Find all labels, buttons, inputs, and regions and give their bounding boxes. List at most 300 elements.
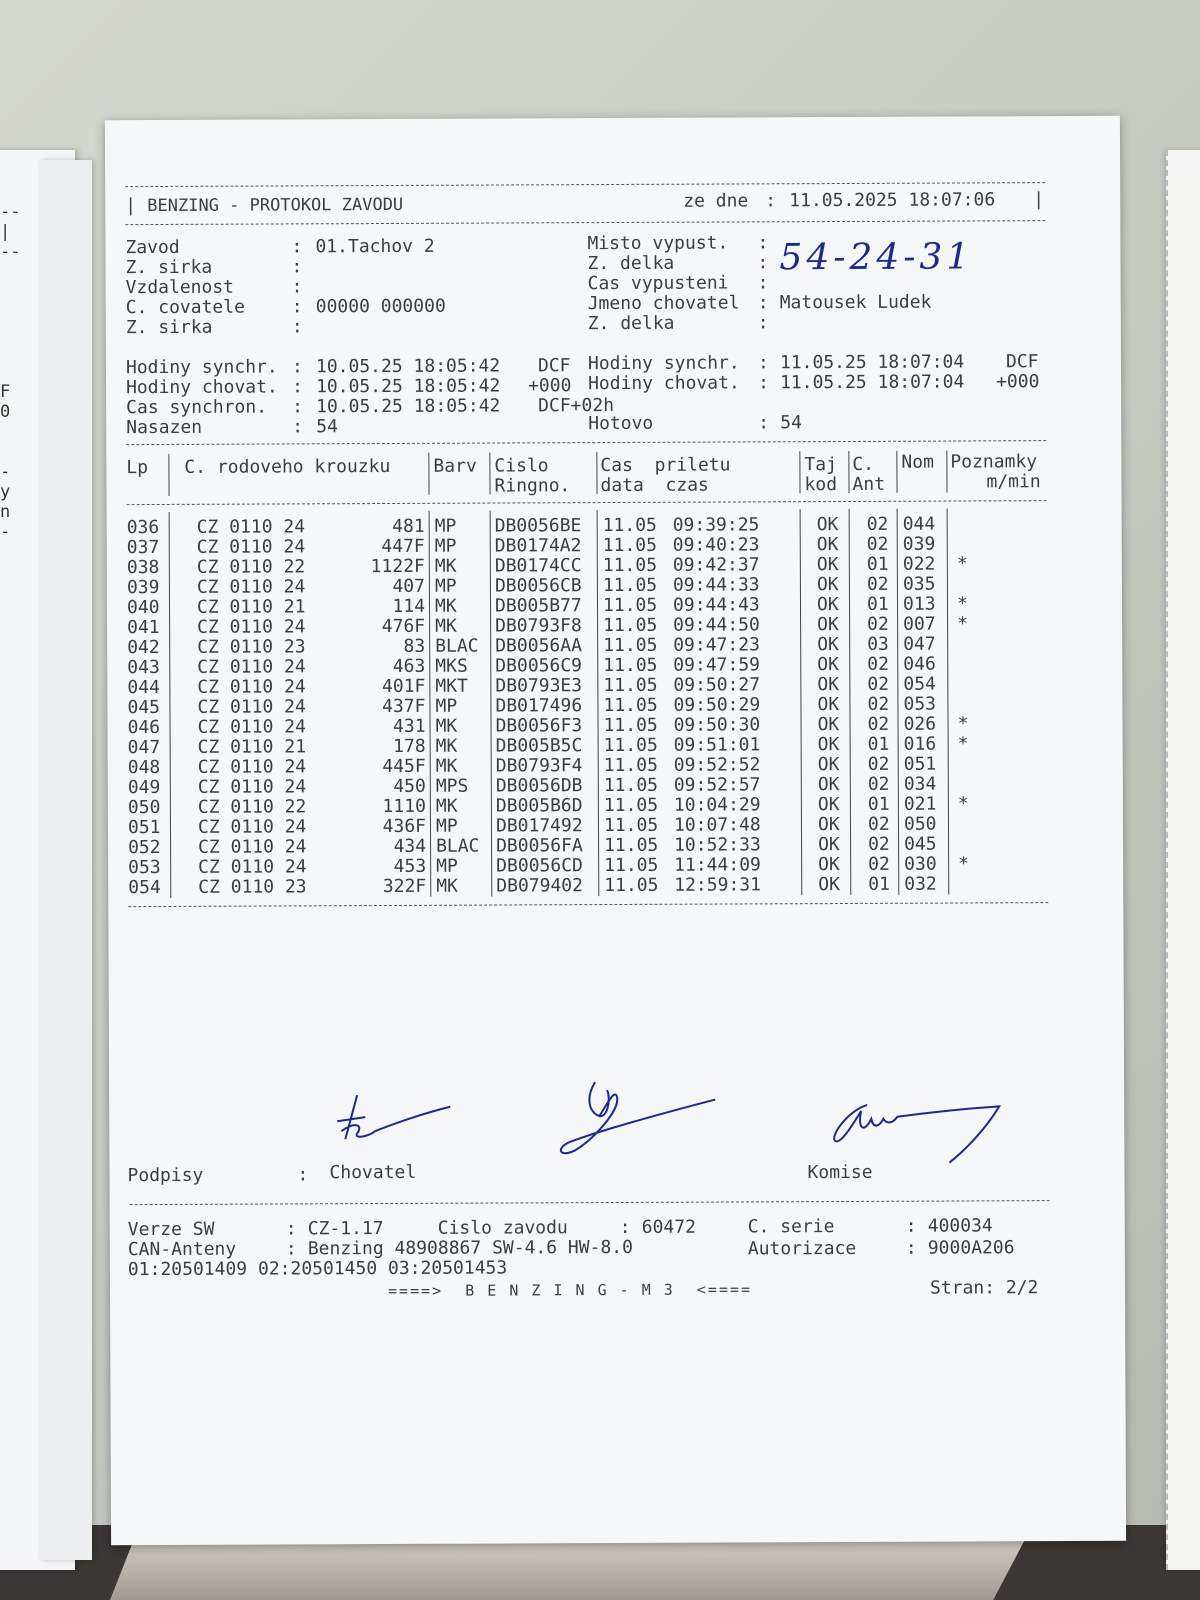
right-adjacent-sheet [1166, 150, 1200, 1570]
row-time: 09:52:52 [673, 754, 761, 776]
clock-value: 11.05.25 18:07:04 [780, 371, 965, 394]
row-number: 450 [393, 775, 426, 797]
column-rule [896, 451, 897, 493]
row-code: OK [817, 654, 840, 676]
row-nom: 039 [902, 533, 936, 555]
row-code: OK [816, 534, 839, 556]
row-ring: CZ 0110 23 [198, 876, 307, 898]
row-number: 437F [382, 695, 426, 718]
colon: : [619, 1216, 631, 1238]
row-number: 407 [392, 575, 425, 597]
row-ring: CZ 0110 21 [196, 596, 306, 618]
row-lp: 047 [127, 736, 161, 759]
row-nom: 045 [904, 833, 937, 855]
row-time: 09:44:43 [672, 594, 760, 616]
race-no-value: 60472 [641, 1216, 696, 1238]
row-nom: 007 [903, 613, 936, 635]
row-time: 09:44:50 [673, 614, 760, 636]
row-time: 10:07:48 [673, 814, 761, 836]
row-time: 10:52:33 [674, 834, 761, 856]
breeder-signature [335, 1087, 455, 1148]
row-code: OK [817, 754, 840, 776]
colon: : [757, 292, 769, 314]
col-time-2: data czas [600, 474, 709, 497]
race-value: 01.Tachov 2 [315, 235, 435, 258]
date-label: ze dne [683, 190, 749, 212]
row-lp: 036 [126, 516, 160, 539]
clock-value: 11.05.25 18:07:04 [779, 351, 965, 374]
row-antenna: 02 [867, 693, 890, 715]
row-date: 11.05 [603, 754, 658, 777]
row-lp: 052 [128, 836, 161, 859]
row-chip: DB0056BE [494, 515, 582, 537]
row-antenna: 02 [868, 853, 890, 875]
col-note: Poznamky [950, 451, 1038, 473]
row-ring: CZ 0110 24 [197, 756, 307, 778]
bar: | [125, 195, 137, 217]
row-date: 11.05 [604, 834, 659, 857]
row-chip: DB017496 [495, 695, 583, 717]
col-nom: Nom [901, 451, 934, 473]
divider [125, 182, 1045, 187]
row-color: MK [435, 735, 458, 757]
distance-label: Vzdalenost [125, 276, 235, 299]
row-chip: DB0174A2 [494, 535, 582, 557]
row-time: 09:51:01 [673, 734, 761, 756]
row-time: 09:50:27 [673, 674, 761, 696]
colon: : [291, 356, 303, 378]
protocol-date: 11.05.2025 18:07:06 [789, 189, 996, 212]
column-rule [489, 453, 490, 495]
row-time: 09:47:59 [673, 654, 761, 676]
column-rule [848, 451, 849, 493]
col-note-2: m/min [986, 471, 1041, 493]
row-lp: 037 [126, 536, 160, 559]
row-time: 09:52:57 [673, 774, 761, 796]
row-chip: DB0056F3 [495, 715, 583, 737]
row-antenna: 02 [867, 713, 890, 735]
row-color: MP [435, 815, 458, 837]
side-fragment: | [0, 222, 11, 242]
row-note: * [957, 613, 968, 635]
row-note: * [957, 733, 969, 755]
row-nom: 051 [903, 753, 937, 775]
divider [127, 500, 1047, 505]
row-antenna: 02 [866, 513, 889, 535]
row-nom: 022 [902, 553, 936, 575]
auth-value: 9000A206 [927, 1237, 1015, 1259]
row-ring: CZ 0110 24 [196, 576, 306, 598]
colon: : [291, 296, 303, 318]
row-code: OK [818, 874, 840, 896]
row-date: 11.05 [603, 814, 659, 837]
row-chip: DB005B5C [495, 735, 583, 757]
row-code: OK [817, 694, 840, 716]
clock-label: Cas synchron. [126, 396, 268, 419]
row-ring: CZ 0110 22 [196, 556, 306, 578]
side-fragment: n [0, 502, 11, 522]
row-number: 114 [392, 595, 426, 617]
row-date: 11.05 [603, 794, 659, 817]
row-lp: 053 [128, 856, 161, 879]
row-lp: 050 [127, 796, 161, 819]
row-date: 11.05 [602, 554, 658, 577]
row-number: 401F [381, 675, 426, 698]
row-time: 09:50:30 [673, 714, 761, 736]
row-color: MK [435, 755, 458, 777]
row-chip: DB079402 [496, 875, 583, 897]
clock-label: Hodiny chovat. [126, 376, 278, 399]
row-note: * [957, 793, 969, 815]
row-ring: CZ 0110 24 [197, 656, 306, 678]
divider [128, 902, 1048, 907]
antenna-ids: 01:20501409 02:20501450 03:20501453 [127, 1257, 508, 1281]
row-antenna: 02 [867, 813, 890, 835]
row-time: 09:44:33 [672, 574, 760, 596]
row-antenna: 03 [867, 633, 889, 655]
row-code: OK [817, 814, 840, 836]
row-chip: DB017492 [495, 815, 583, 837]
release-place-label: Misto vypust. [587, 232, 729, 255]
colon: : [291, 276, 303, 298]
divider [125, 220, 1045, 225]
row-color: MP [435, 695, 458, 717]
row-antenna: 02 [866, 533, 889, 555]
row-lp: 045 [127, 696, 161, 719]
row-date: 11.05 [604, 854, 659, 877]
row-number: 463 [392, 655, 426, 677]
row-code: OK [817, 674, 840, 696]
row-nom: 021 [903, 793, 937, 815]
breeder-name-value: Matousek Ludek [779, 291, 932, 314]
commission-signature-label: Komise [807, 1161, 873, 1184]
row-code: OK [816, 594, 839, 616]
signatures-label: Podpisy [127, 1164, 204, 1187]
row-code: OK [817, 614, 839, 636]
col-code-2: kod [804, 474, 838, 496]
breeder-no-label: C. covatele [125, 296, 245, 319]
side-fragment: F [0, 382, 11, 402]
antenna-value: Benzing 48908867 SW-4.6 HW-8.0 [307, 1236, 633, 1260]
row-ring: CZ 0110 23 [197, 636, 306, 658]
row-code: OK [818, 854, 840, 876]
row-date: 11.05 [603, 634, 658, 657]
clock-label: Hodiny synchr. [587, 352, 740, 375]
row-note: * [956, 553, 968, 575]
row-lp: 046 [127, 716, 161, 739]
row-ring: CZ 0110 22 [197, 796, 307, 818]
row-color: MK [436, 875, 458, 897]
colon: : [285, 1238, 297, 1260]
antenna-label: CAN-Anteny [127, 1238, 237, 1261]
row-number: 322F [382, 875, 427, 898]
row-date: 11.05 [602, 514, 657, 537]
row-number: 436F [382, 815, 427, 838]
side-fragment: y [0, 482, 11, 502]
row-code: OK [817, 774, 840, 796]
row-number: 447F [381, 535, 425, 558]
row-antenna: 01 [867, 733, 890, 755]
protocol-sheet [105, 116, 1126, 1545]
row-nom: 044 [902, 513, 936, 535]
row-color: MPS [435, 775, 469, 797]
row-chip: DB0793F4 [495, 755, 583, 777]
row-time: 09:47:23 [673, 634, 760, 656]
row-ring: CZ 0110 24 [196, 536, 306, 558]
row-lp: 049 [127, 776, 161, 799]
row-ring: CZ 0110 24 [197, 696, 306, 718]
row-note: * [956, 593, 968, 615]
side-fragment: -- [0, 242, 21, 262]
row-lp: 042 [127, 636, 160, 659]
breeder-signature-label: Chovatel [329, 1161, 417, 1184]
col-code: Taj [804, 454, 837, 476]
row-lp: 043 [127, 656, 160, 679]
row-nom: 032 [904, 873, 937, 895]
row-antenna: 01 [867, 793, 890, 815]
divider [130, 1200, 1050, 1205]
row-antenna: 01 [868, 873, 890, 895]
row-antenna: 02 [867, 653, 890, 675]
row-color: MKS [435, 655, 468, 677]
row-nom: 053 [903, 693, 937, 715]
latitude-label: Z. sirka [125, 256, 213, 279]
row-date: 11.05 [603, 694, 658, 717]
row-antenna: 02 [866, 573, 889, 595]
colon: : [905, 1237, 917, 1259]
clock-suffix: +000 [996, 371, 1040, 393]
row-code: OK [817, 734, 840, 756]
row-date: 11.05 [602, 534, 657, 557]
row-time: 12:59:31 [674, 874, 761, 896]
clock-label: Hodiny chovat. [588, 372, 740, 395]
column-rule [596, 452, 597, 494]
longitude-label: Z. delka [587, 252, 675, 275]
row-chip: DB0793F8 [495, 615, 582, 637]
row-color: MK [435, 615, 457, 637]
row-date: 11.05 [603, 654, 658, 677]
commission-signature [827, 1096, 1007, 1172]
colon: : [291, 256, 303, 278]
row-time: 09:42:37 [672, 554, 760, 576]
row-color: MK [434, 555, 457, 577]
handwritten-note: 54-24-31 [779, 236, 974, 279]
latitude-label-2: Z. sirka [125, 316, 213, 339]
auth-label: Autorizace [747, 1237, 857, 1260]
row-lp: 040 [126, 596, 160, 619]
row-chip: DB0056DB [495, 775, 583, 797]
side-fragment: - [0, 522, 11, 542]
side-fragment: -- [0, 202, 21, 222]
page-number: Stran: 2/2 [929, 1277, 1039, 1299]
colon: : [905, 1215, 917, 1237]
basketed-label: Nasazen [126, 416, 203, 439]
row-lp: 048 [127, 756, 161, 779]
row-code: OK [816, 574, 839, 596]
row-nom: 047 [903, 633, 936, 655]
colon: : [292, 376, 303, 398]
row-date: 11.05 [603, 614, 658, 637]
row-ring: CZ 0110 24 [198, 836, 307, 858]
row-color: MK [434, 595, 457, 617]
row-number: 83 [403, 635, 426, 657]
col-time: Cas priletu [600, 454, 731, 477]
row-date: 11.05 [603, 714, 658, 737]
col-lp: Lp [126, 457, 149, 479]
colon: : [757, 252, 769, 274]
row-code: OK [816, 554, 839, 576]
breeder-no-value: 00000 000000 [315, 295, 446, 318]
table-row [108, 874, 1123, 898]
row-lp: 041 [127, 616, 160, 639]
row-ring: CZ 0110 24 [198, 856, 307, 878]
row-chip: DB0056CD [496, 855, 583, 877]
row-ring: CZ 0110 24 [197, 776, 307, 798]
row-number: 434 [393, 835, 427, 857]
row-date: 11.05 [602, 574, 658, 597]
row-color: MP [436, 855, 458, 877]
row-note: * [957, 713, 969, 735]
row-chip: DB005B6D [495, 795, 583, 817]
row-code: OK [817, 634, 839, 656]
serial-value: 400034 [927, 1215, 993, 1237]
side-fragment: 0 [0, 402, 11, 422]
divider [126, 440, 1046, 445]
row-antenna: 02 [868, 833, 890, 855]
clock-suffix: +000 [528, 375, 572, 397]
colon: : [757, 232, 769, 254]
row-color: MK [435, 795, 458, 817]
row-nom: 050 [903, 813, 937, 835]
row-color: MKT [435, 675, 468, 697]
protocol-title: BENZING - PROTOKOL ZAVODU [147, 194, 404, 217]
row-nom: 054 [903, 673, 936, 695]
row-antenna: 01 [866, 553, 889, 575]
row-chip: DB0174CC [494, 555, 582, 577]
row-date: 11.05 [603, 734, 658, 757]
finished-value: 54 [780, 412, 802, 434]
row-antenna: 01 [866, 593, 889, 615]
row-nom: 046 [903, 653, 936, 675]
clock-value: 10.05.25 18:05:42 [316, 395, 501, 418]
breeder-signature-2 [555, 1078, 725, 1164]
column-rule [168, 454, 169, 496]
sw-label: Verze SW [127, 1218, 215, 1241]
row-ring: CZ 0110 24 [197, 676, 306, 698]
colon: : [292, 396, 304, 418]
row-lp: 044 [127, 676, 160, 699]
colon: : [758, 412, 770, 434]
row-nom: 026 [903, 713, 937, 735]
column-rule [799, 451, 800, 493]
row-ring: CZ 0110 24 [197, 816, 307, 838]
row-number: 453 [393, 855, 427, 877]
row-date: 11.05 [602, 594, 658, 617]
clock-value: 10.05.25 18:05:42 [315, 355, 501, 378]
clock-suffix: DCF+02h [538, 395, 615, 417]
row-time: 09:39:25 [672, 514, 760, 536]
row-antenna: 02 [867, 613, 889, 635]
row-antenna: 02 [867, 753, 890, 775]
release-time-label: Cas vypusteni [587, 272, 729, 295]
longitude-label-2: Z. delka [587, 312, 675, 335]
side-fragment: - [0, 462, 11, 482]
row-code: OK [818, 834, 840, 856]
row-color: MP [434, 575, 457, 597]
row-ring: CZ 0110 24 [196, 516, 306, 538]
row-ring: CZ 0110 24 [197, 716, 306, 738]
row-lp: 038 [126, 556, 160, 579]
row-chip: DB0056CB [494, 575, 582, 597]
row-color: BLAC [435, 635, 479, 657]
row-date: 11.05 [603, 674, 658, 697]
row-code: OK [816, 514, 839, 536]
column-rule [428, 453, 429, 495]
row-nom: 034 [903, 773, 937, 795]
colon: : [757, 352, 769, 374]
colon: : [291, 316, 303, 338]
row-number: 476F [381, 615, 426, 638]
column-rule [946, 451, 947, 493]
clock-suffix: DCF [1005, 351, 1039, 373]
breeder-name-label: Jmeno chovatel [587, 292, 740, 315]
col-ring: C. rodoveho krouzku [184, 455, 391, 478]
serial-label: C. serie [747, 1216, 835, 1238]
row-color: BLAC [436, 835, 480, 857]
row-code: OK [817, 794, 840, 816]
clock-suffix: DCF [537, 355, 571, 377]
row-chip: DB005B77 [494, 595, 582, 617]
finished-label: Hotovo [588, 412, 654, 435]
row-ring: CZ 0110 24 [197, 616, 306, 638]
race-label: Zavod [125, 236, 180, 259]
row-lp: 051 [127, 816, 161, 839]
row-number: 431 [392, 715, 426, 737]
colon: : [297, 1164, 309, 1186]
colon: : [291, 236, 303, 258]
brand-line: ====> B E N Z I N G - M 3 <==== [387, 1280, 753, 1300]
row-time: 10:04:29 [673, 794, 761, 816]
race-no-label: Cislo zavodu [437, 1217, 568, 1239]
row-number: 445F [382, 755, 426, 778]
row-code: OK [817, 714, 840, 736]
row-time: 11:44:09 [674, 854, 761, 876]
row-antenna: 02 [867, 773, 890, 795]
row-date: 11.05 [603, 774, 659, 797]
colon: : [757, 312, 769, 334]
left-adjacent-sheet-2 [40, 160, 92, 1560]
row-nom: 016 [903, 733, 937, 755]
row-chip: DB0056AA [495, 635, 582, 657]
row-chip: DB0056FA [496, 835, 583, 857]
clock-value: 10.05.25 18:05:42 [316, 375, 501, 398]
bar: | [1033, 189, 1045, 211]
row-nom: 013 [902, 593, 936, 615]
row-chip: DB0793E3 [495, 675, 583, 697]
row-ring: CZ 0110 21 [197, 736, 307, 758]
colon: : [758, 372, 769, 394]
clock-label: Hodiny synchr. [125, 356, 278, 379]
row-number: 1110 [382, 795, 426, 818]
colon: : [285, 1218, 297, 1240]
col-ant-2: Ant [852, 473, 886, 495]
colon: : [292, 416, 304, 438]
row-color: MP [434, 535, 457, 557]
row-note: * [958, 853, 970, 875]
row-color: MK [435, 715, 458, 737]
row-number: 1122F [370, 555, 425, 578]
row-number: 178 [393, 735, 426, 757]
